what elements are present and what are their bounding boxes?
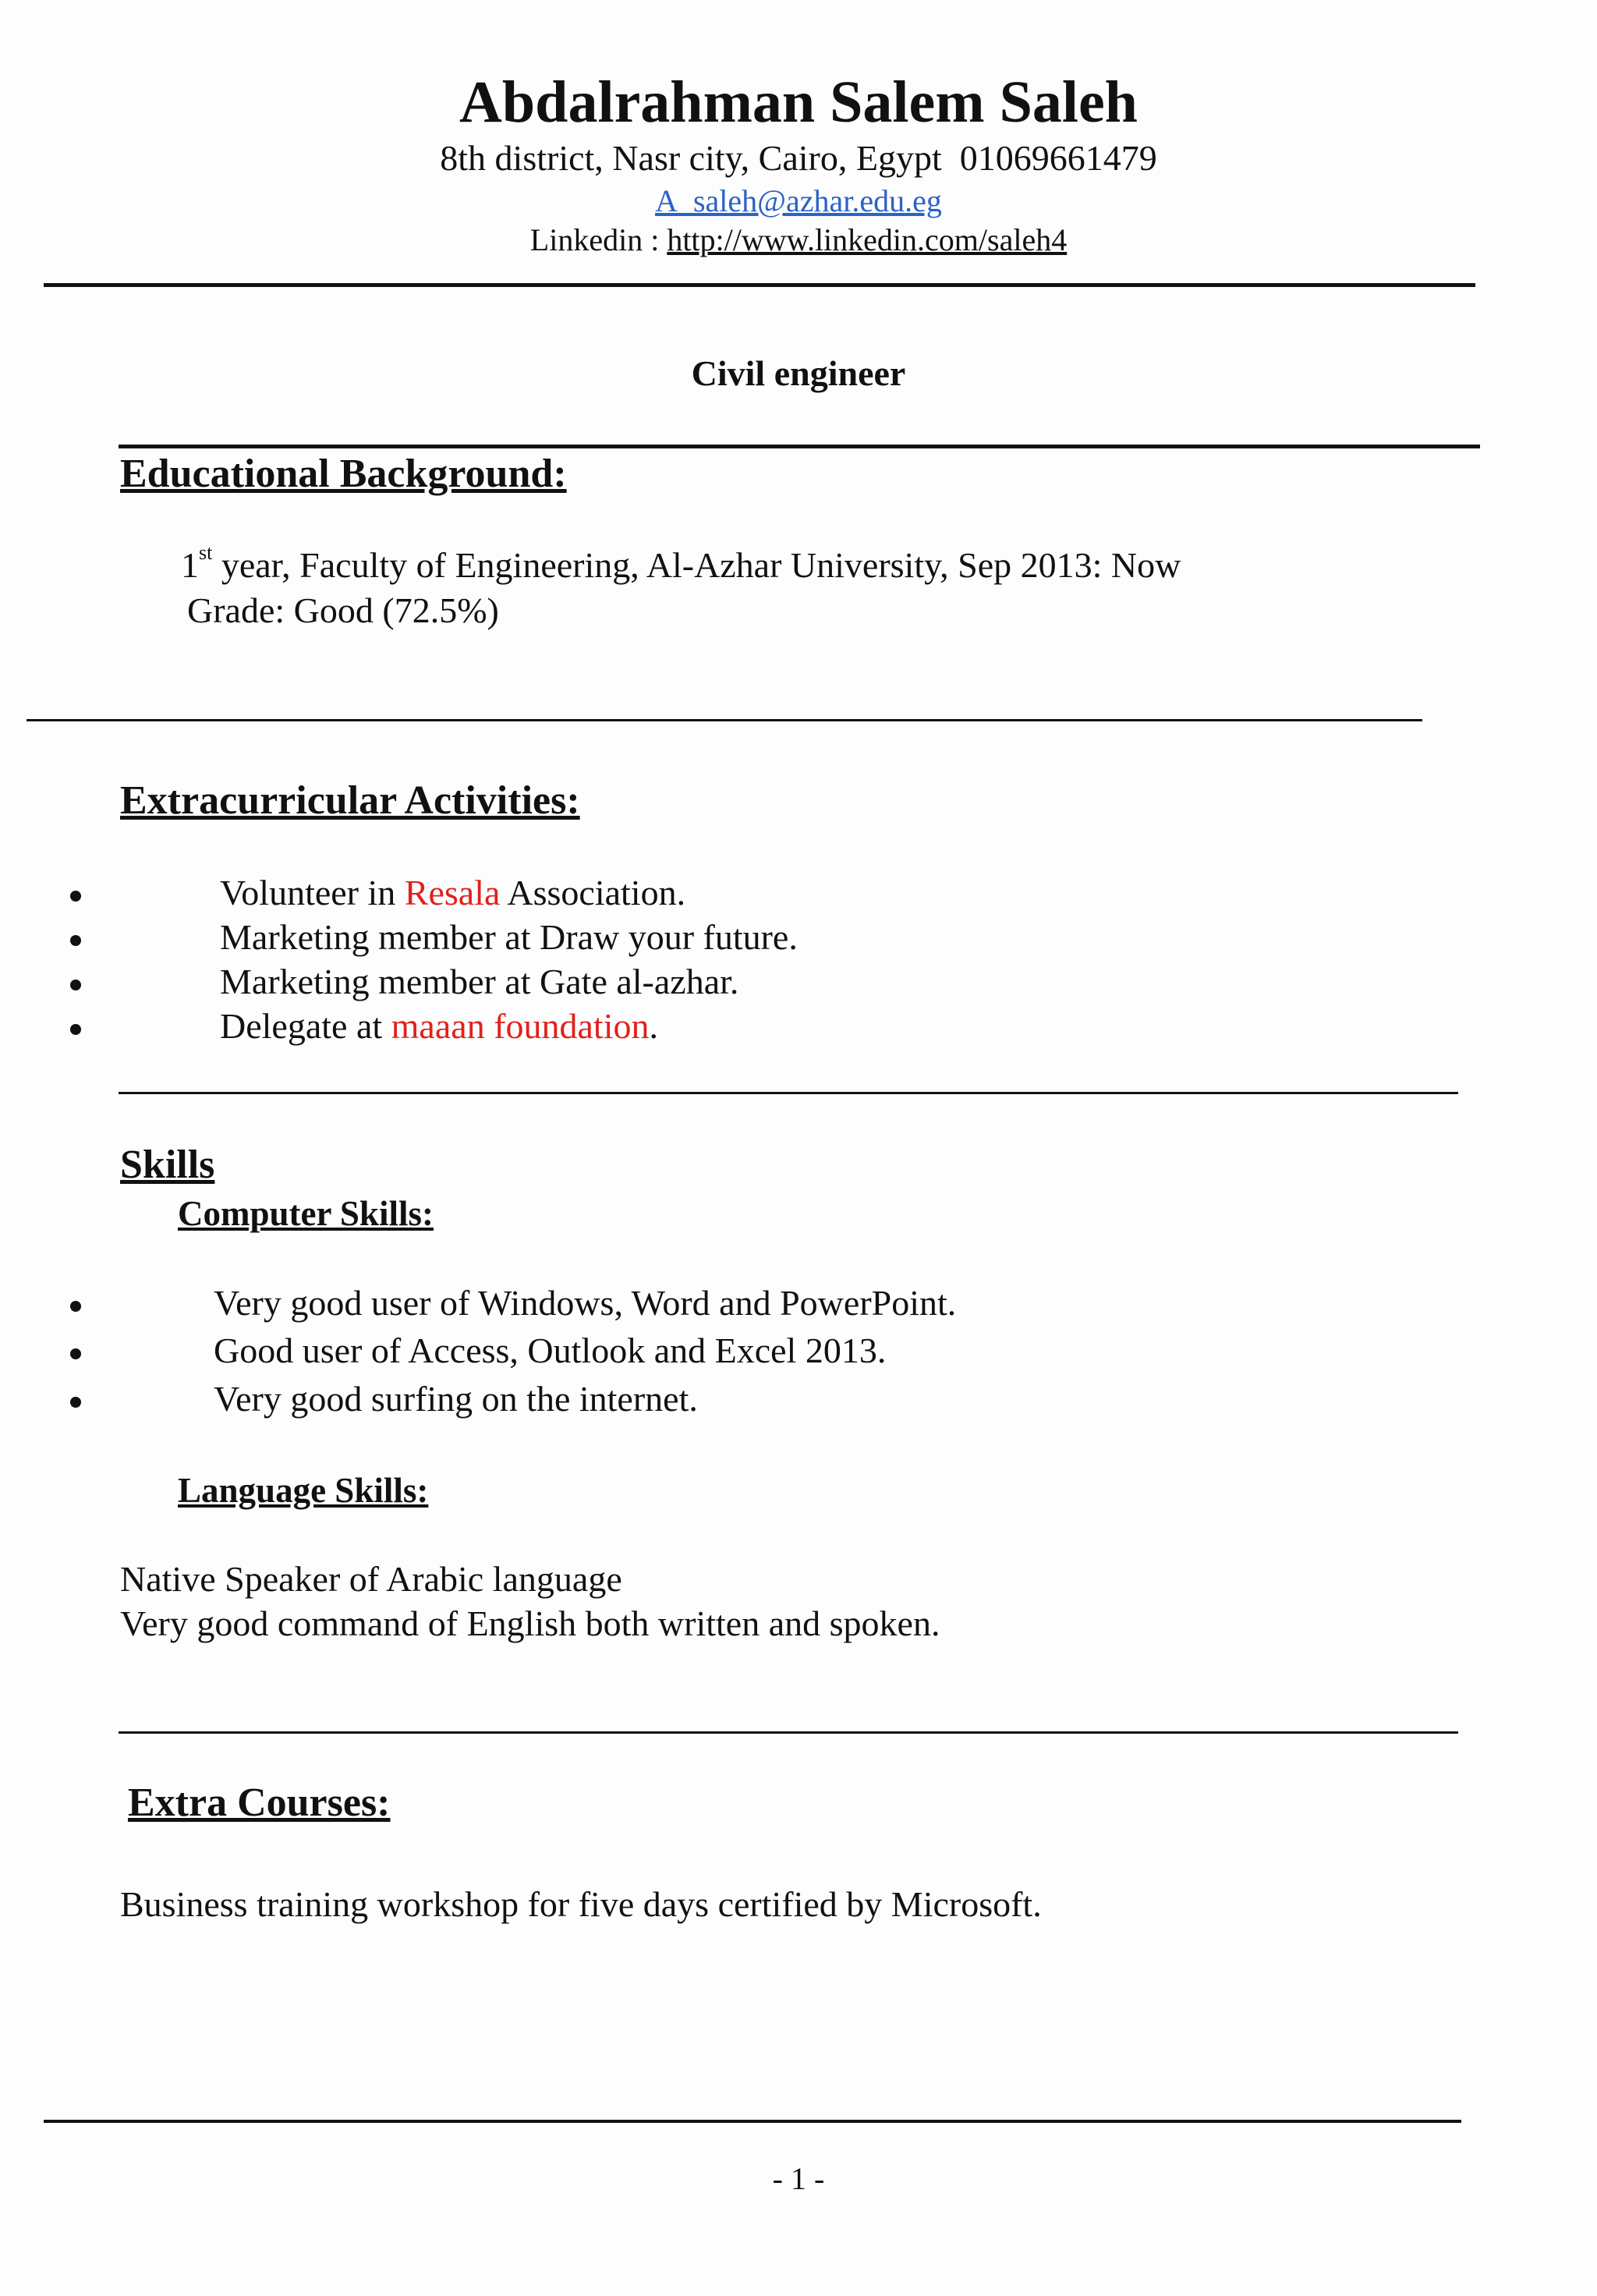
- education-divider: [27, 719, 1422, 721]
- language-line: Very good command of English both written and spoken.: [120, 1603, 940, 1643]
- bullet-icon: [70, 1024, 81, 1035]
- email-link[interactable]: A_saleh@azhar.edu.eg: [655, 183, 942, 218]
- language-line: Native Speaker of Arabic language: [120, 1559, 622, 1599]
- skills-heading: Skills: [120, 1143, 215, 1187]
- job-title: Civil engineer: [691, 353, 906, 393]
- education-heading: Educational Background:: [120, 452, 567, 496]
- activities-divider: [119, 1092, 1458, 1094]
- contact-line: [0, 137, 1597, 179]
- year-ordinal-suffix: st: [199, 541, 213, 564]
- linkedin-link[interactable]: http://www.linkedin.com/saleh4: [667, 222, 1068, 257]
- activity-item: Marketing member at Draw your future.: [220, 917, 798, 957]
- activity-highlight: maaan foundation: [391, 1006, 650, 1046]
- computer-skills-heading: Computer Skills:: [178, 1194, 434, 1233]
- computer-skill-item: Good user of Access, Outlook and Excel 2013.: [214, 1330, 887, 1370]
- bullet-icon: [70, 1301, 81, 1312]
- education-line: [181, 541, 1181, 586]
- language-skills-heading: Language Skills:: [178, 1471, 429, 1510]
- linkedin-line: [0, 221, 1597, 258]
- bullet-icon: [70, 891, 81, 902]
- computer-skill-item: Very good user of Windows, Word and PowerPoint.: [214, 1283, 957, 1323]
- address: 8th district, Nasr city, Cairo, Egypt: [440, 138, 942, 178]
- computer-skill-item: Very good surfing on the internet.: [214, 1379, 698, 1419]
- skills-divider: [119, 1731, 1458, 1734]
- bullet-icon: [70, 1348, 81, 1359]
- year-number: 1: [181, 545, 199, 585]
- header-divider: [44, 283, 1475, 287]
- bullet-icon: [70, 980, 81, 990]
- candidate-name: Abdalrahman Salem Saleh: [459, 69, 1138, 135]
- course-item: Business training workshop for five days certified by Microsoft.: [120, 1884, 1042, 1924]
- page-number: - 1 -: [772, 2161, 825, 2196]
- activity-item: Delegate at maaan foundation.: [220, 1006, 658, 1046]
- title-divider: [119, 445, 1480, 448]
- courses-heading: Extra Courses:: [128, 1780, 391, 1825]
- activity-highlight: Resala: [404, 873, 501, 912]
- bullet-icon: [70, 935, 81, 946]
- education-details: year, Faculty of Engineering, Al-Azhar University, Sep 2013: Now: [212, 545, 1181, 585]
- activity-item: Marketing member at Gate al-azhar.: [220, 962, 739, 1001]
- bullet-icon: [70, 1397, 81, 1408]
- footer-divider: [44, 2120, 1461, 2123]
- phone-number: 01069661479: [959, 138, 1157, 178]
- activity-item: Volunteer in Resala Association.: [220, 873, 686, 912]
- activities-heading: Extracurricular Activities:: [120, 778, 580, 823]
- education-grade: Grade: Good (72.5%): [187, 590, 499, 630]
- linkedin-label: Linkedin :: [529, 222, 667, 257]
